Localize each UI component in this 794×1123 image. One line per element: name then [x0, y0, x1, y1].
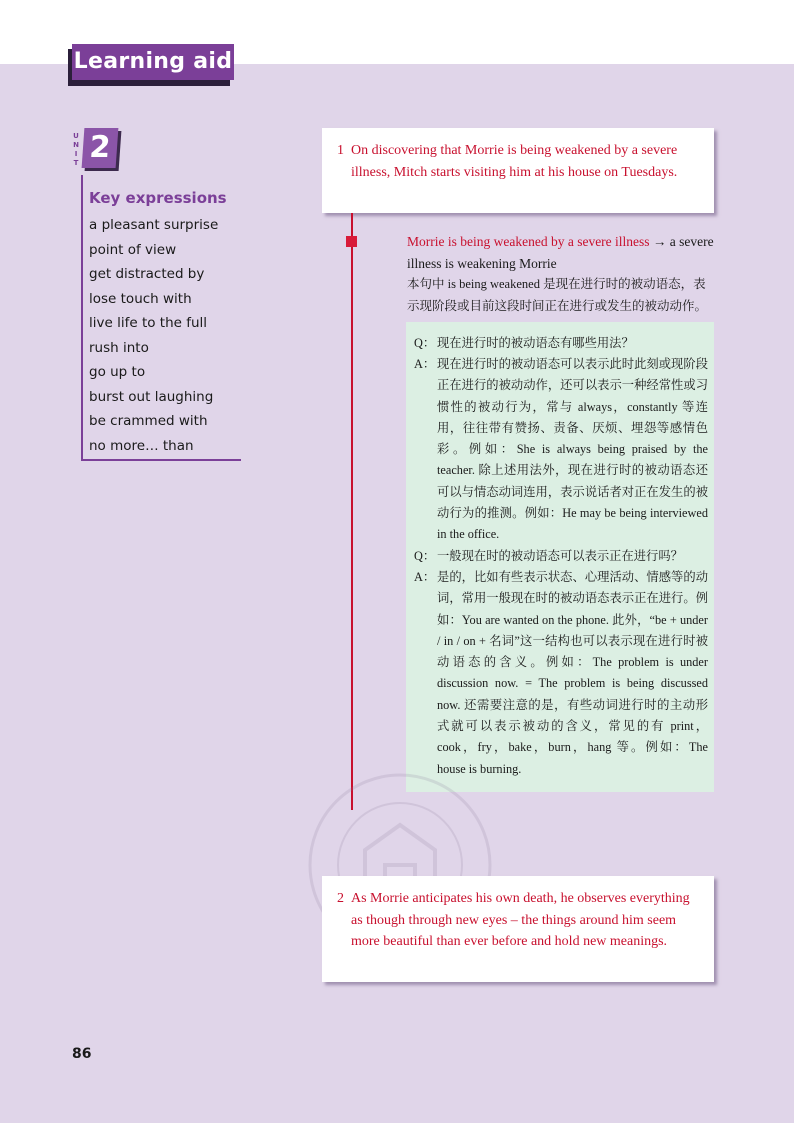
key-expression-item: go up to [89, 364, 146, 380]
qa-text: 一般现在时的被动语态可以表示正在进行吗？ [437, 549, 683, 563]
key-expressions-list [89, 214, 218, 459]
unit-letter: U [73, 132, 79, 140]
sentence-number: 2 [337, 891, 344, 906]
key-expression-item: no more… than [89, 437, 194, 454]
explanation-highlight: Morrie is being weakened by a severe illness [407, 234, 650, 249]
sentence-text: As Morrie anticipates his own death, he observes everything as though through new eyes – the things around him seem more beautiful than ever before and hold new meanings. [351, 891, 690, 949]
sentence-box-2 [322, 876, 714, 982]
unit-letter: T [73, 159, 79, 167]
qa-box [406, 322, 714, 792]
sentence-number: 1 [337, 143, 344, 158]
sentence-text: On discovering that Morrie is being weakened by a severe illness, Mitch starts visiting him at his house on Tuesdays. [351, 143, 678, 180]
qa-answer [414, 354, 708, 546]
key-expression-item: a pleasant surprise [89, 217, 219, 233]
explanation-chinese: 本句中 is being weakened 是现在进行时的被动语态，表示现阶段或目前这段时间正在进行或发生的被动动作。 [407, 277, 708, 313]
page-number: 86 [72, 1046, 92, 1062]
qa-text: 现在进行时的被动语态可以表示此时此刻或现阶段正在进行的被动动作，还可以表示一种经常性或习惯性的被动行为，常与 always，constantly 等连用，往往带有赞扬、责备、厌烦、埋怨等感情色彩。例如：She is always being praised by the teacher. 除上述用法外，现在进行时的被动语态还可以与情态动词连用，表示说话者对正在发生的被动行为的推测。例如：He may be being interviewed in the office. [437, 357, 708, 542]
key-expression-item: point of view [89, 241, 177, 258]
sentence-box-1 [322, 128, 714, 213]
unit-letter: N [73, 141, 79, 149]
sidebar-border-horizontal [81, 459, 241, 461]
key-expression-item: rush into [89, 339, 149, 356]
qa-text: 现在进行时的被动语态有哪些用法？ [437, 336, 634, 350]
unit-letter: I [74, 150, 78, 158]
qa-question [414, 333, 708, 354]
qa-question [414, 546, 708, 567]
qa-label: A： [414, 570, 436, 584]
timeline-marker [346, 236, 357, 247]
qa-label: Q： [414, 549, 436, 563]
key-expression-item: burst out laughing [89, 388, 214, 405]
key-expression-item: lose touch with [89, 290, 192, 307]
timeline-line [351, 213, 353, 810]
explanation [407, 231, 717, 317]
learning-aid-tag: Learning aid [72, 44, 234, 80]
qa-text: 是的，比如有些表示状态、心理活动、情感等的动词，常用一般现在时的被动语态表示正在进行。例如：You are wanted on the phone. 此外，“be + under / in / on + 名词”这一结构也可以表示现在进行时被动语态的含义。例如：The problem is under discussion now. = The problem is being discussed now. 还需要注意的是，有些动词进行时的主动形式就可以表示被动的含义，常见的有 print，cook，fry，bake，burn，hang 等。例如：The house is burning. [437, 570, 708, 776]
key-expression-item: get distracted by [89, 266, 205, 282]
key-expressions-title: Key expressions [89, 189, 227, 207]
key-expression-item: be crammed with [89, 413, 208, 429]
qa-answer [414, 567, 708, 780]
qa-label: Q： [414, 336, 436, 350]
qa-label: A： [414, 357, 436, 371]
unit-label [71, 132, 81, 168]
key-expression-item: live life to the full [89, 315, 208, 331]
unit-number: 2 [82, 128, 119, 168]
explanation-transformation: → a severe illness is weakening Morrie [407, 234, 714, 271]
sidebar-border-vertical [81, 175, 83, 461]
